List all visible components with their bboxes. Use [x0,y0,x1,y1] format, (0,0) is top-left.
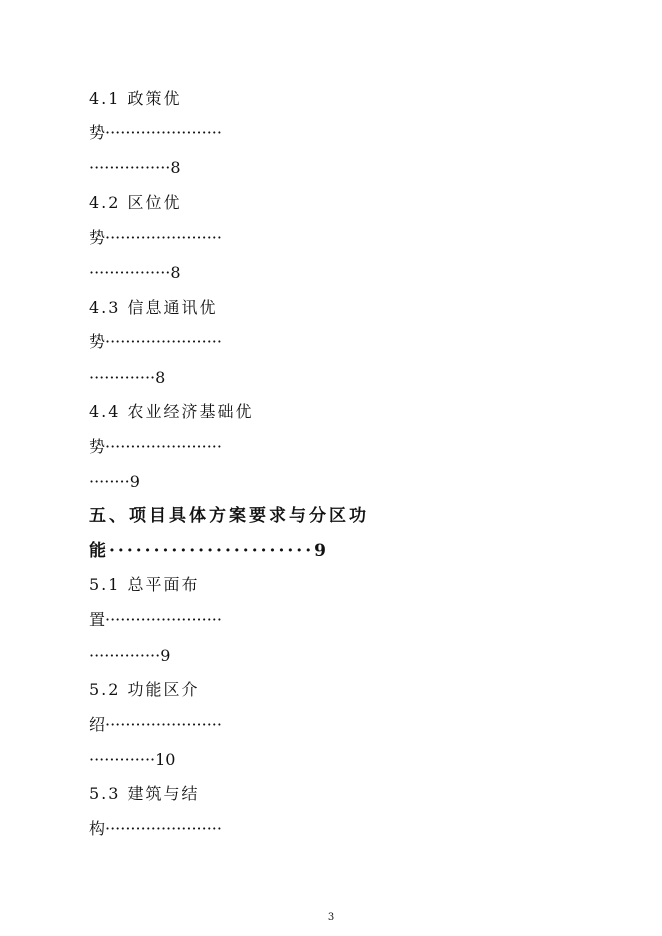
toc-leader-line: ··············9 [89,646,171,665]
toc-heading-4-2: 4.2 区位优 [89,193,182,212]
toc-leader-line: 绍······················· [89,715,222,734]
toc-heading-4-1: 4.1 政策优 [89,89,182,108]
toc-heading-5-3: 5.3 建筑与结 [89,784,200,803]
toc-leader-line: 构······················· [89,819,222,838]
toc-leader-line: 势······················· [89,437,222,456]
toc-leader-line: ········9 [89,472,140,491]
toc-leader-line: 势······················· [89,123,222,142]
toc-heading-5-2: 5.2 功能区介 [89,680,200,699]
toc-leader-line: 置······················· [89,610,222,629]
toc-leader-line: ·············10 [89,750,176,769]
toc-heading-5-1: 5.1 总平面布 [89,575,200,594]
toc-leader-line: 势······················· [89,228,222,247]
toc-leader-line: ················8 [89,263,181,282]
toc-heading-chapter-5: 五、项目具体方案要求与分区功 [89,506,369,526]
toc-leader-line: 势······················· [89,332,222,351]
toc-leader-line: ················8 [89,158,181,177]
toc-leader-line: ·············8 [89,368,166,387]
toc-heading-4-4: 4.4 农业经济基础优 [89,402,254,421]
page-number: 3 [327,912,335,923]
toc-leader-line: 能·······················9 [89,541,329,561]
toc-heading-4-3: 4.3 信息通讯优 [89,298,218,317]
